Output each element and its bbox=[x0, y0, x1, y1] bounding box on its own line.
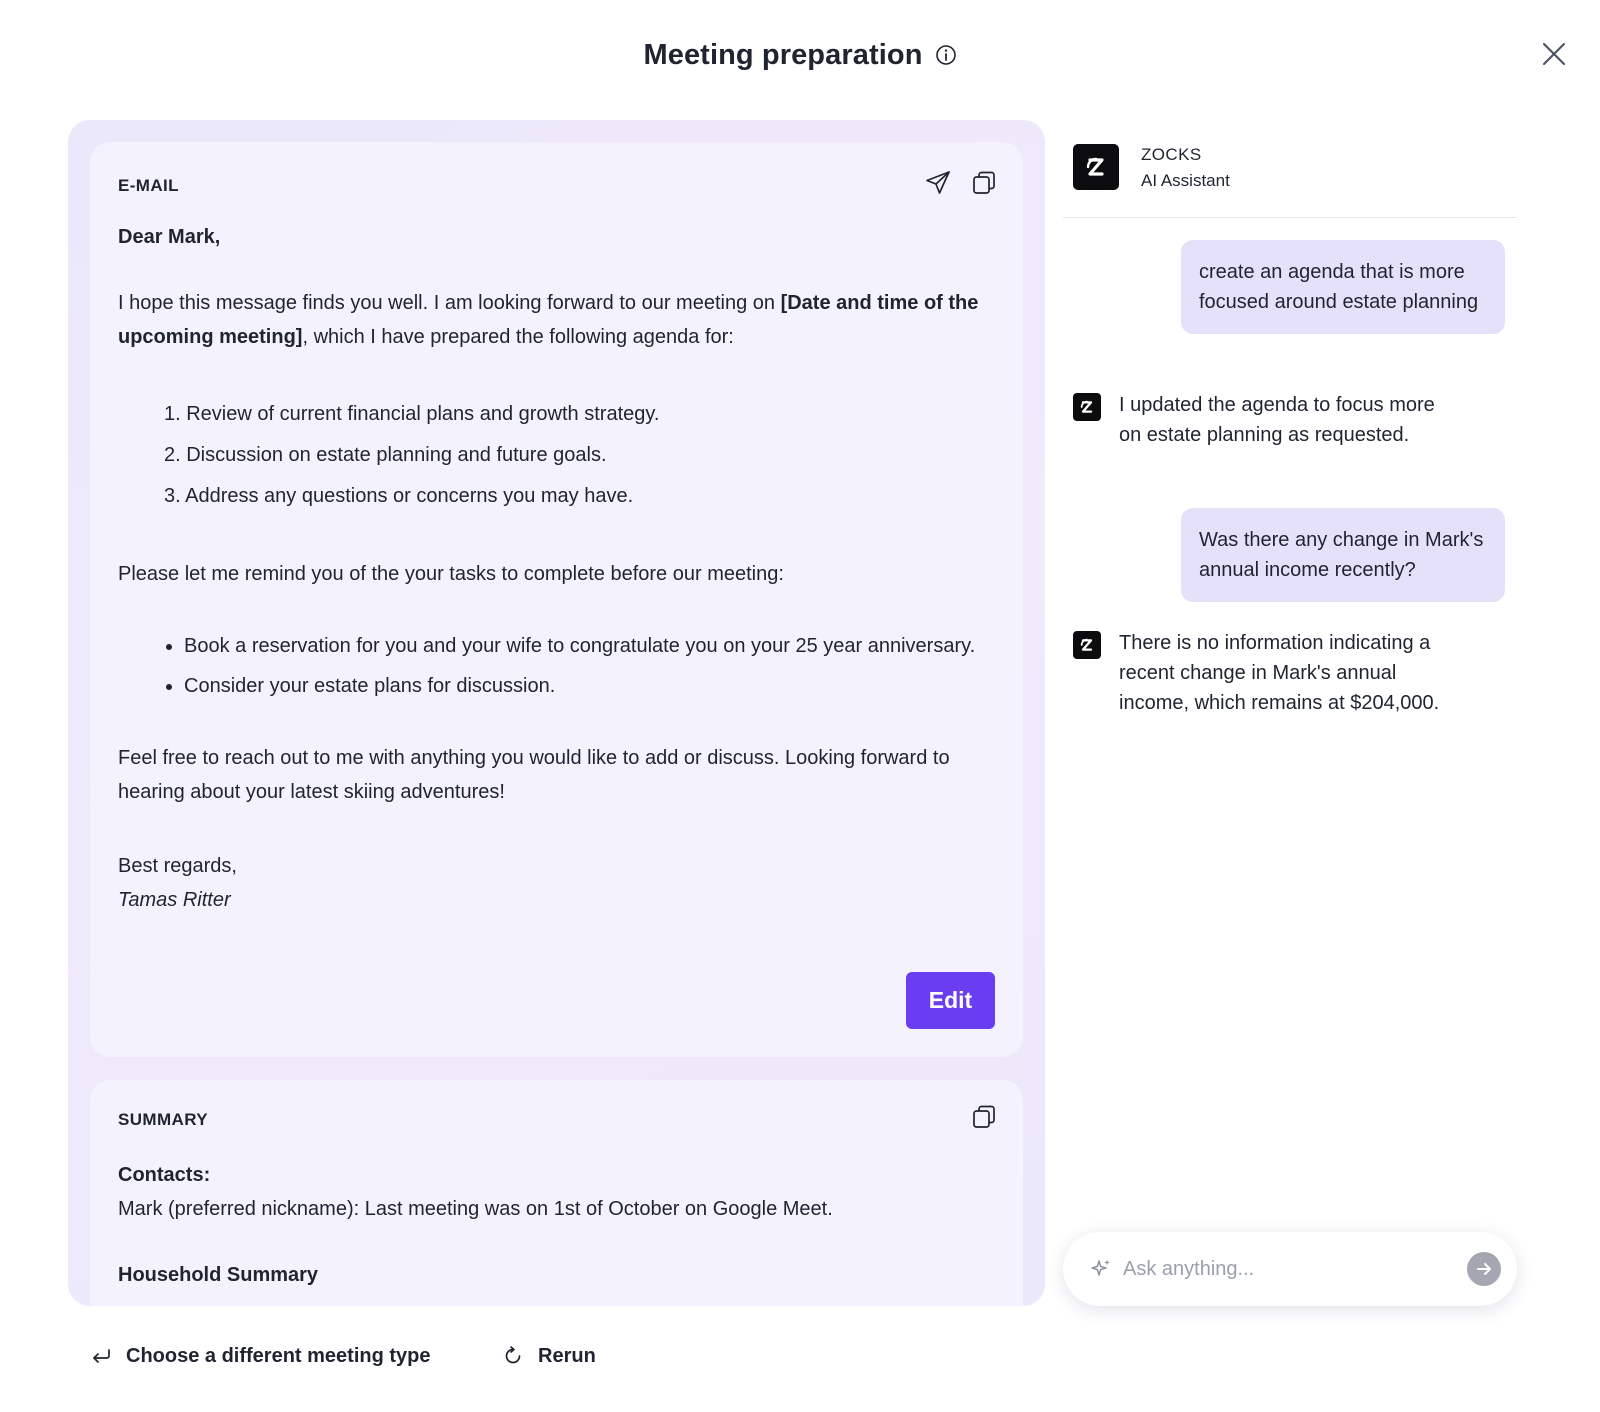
send-message-button[interactable] bbox=[1467, 1252, 1501, 1286]
assistant-role: AI Assistant bbox=[1141, 171, 1230, 190]
summary-card-actions bbox=[971, 1104, 997, 1130]
summary-body bbox=[118, 1158, 998, 1292]
ask-box bbox=[1063, 1232, 1517, 1306]
household-summary-heading: Household Summary bbox=[118, 1264, 319, 1286]
user-message: create an agenda that is more focused around estate planning bbox=[1181, 240, 1505, 334]
copy-icon bbox=[971, 1104, 997, 1130]
arrow-right-icon bbox=[1474, 1259, 1494, 1279]
contacts-text: Mark (preferred nickname): Last meeting was on 1st of October on Google Meet. bbox=[118, 1198, 833, 1220]
copy-icon bbox=[971, 170, 997, 196]
summary-card bbox=[90, 1080, 1023, 1306]
sparkle-icon bbox=[1089, 1257, 1113, 1281]
email-card-actions bbox=[925, 170, 997, 196]
choose-meeting-type-label: Choose a different meeting type bbox=[126, 1344, 431, 1367]
task-item: Consider your estate plans for discussion. bbox=[164, 671, 998, 701]
email-intro-placeholder: [Date and time of the upcoming meeting] bbox=[118, 292, 979, 348]
send-email-button[interactable] bbox=[925, 170, 951, 196]
email-intro-start: I hope this message finds you well. I am looking forward to our meeting on bbox=[118, 292, 781, 314]
zocks-logo-icon bbox=[1077, 635, 1097, 655]
info-icon[interactable] bbox=[935, 44, 957, 66]
assistant-name: ZOCKS bbox=[1141, 145, 1202, 164]
zocks-logo bbox=[1073, 144, 1119, 190]
rerun-label: Rerun bbox=[538, 1344, 596, 1367]
assistant-header bbox=[1063, 140, 1517, 218]
email-body bbox=[118, 220, 998, 917]
zocks-logo-icon bbox=[1077, 397, 1097, 417]
rerun-button[interactable] bbox=[502, 1336, 596, 1376]
email-closing: Feel free to reach out to me with anything you would like to add or discuss. Looking forward to hearing about your latest skiing adventures! bbox=[118, 747, 950, 803]
content-panel bbox=[68, 120, 1045, 1306]
tasks-list bbox=[164, 631, 998, 701]
return-arrow-icon bbox=[90, 1345, 112, 1367]
copy-summary-button[interactable] bbox=[971, 1104, 997, 1130]
email-card-label: E-MAIL bbox=[118, 176, 179, 195]
close-icon bbox=[1541, 41, 1567, 67]
choose-meeting-type-button[interactable] bbox=[90, 1336, 431, 1376]
send-icon bbox=[925, 170, 951, 196]
close-button[interactable] bbox=[1540, 40, 1568, 68]
refresh-icon bbox=[502, 1345, 524, 1367]
user-message: Was there any change in Mark's annual income recently? bbox=[1181, 508, 1505, 602]
summary-card-label: SUMMARY bbox=[118, 1110, 208, 1129]
zocks-logo-icon bbox=[1081, 152, 1111, 182]
page-title: Meeting preparation bbox=[643, 38, 923, 71]
email-card bbox=[90, 142, 1023, 1057]
dialog-header bbox=[0, 30, 1600, 80]
tasks-intro: Please let me remind you of the your tasks to complete before our meeting: bbox=[118, 563, 784, 585]
contacts-heading: Contacts: bbox=[118, 1164, 211, 1186]
copy-email-button[interactable] bbox=[971, 170, 997, 196]
agenda-item: 2. Discussion on estate planning and future goals. bbox=[164, 444, 607, 466]
ask-input[interactable] bbox=[1123, 1258, 1467, 1281]
agenda-item: 1. Review of current financial plans and growth strategy. bbox=[164, 403, 660, 425]
email-signature: Tamas Ritter bbox=[118, 889, 231, 911]
email-intro-end: , which I have prepared the following agenda for: bbox=[302, 326, 734, 348]
email-intro bbox=[118, 286, 998, 354]
ai-avatar bbox=[1073, 393, 1101, 421]
ai-message-text: There is no information indicating a recent change in Mark's annual income, which remains at $204,000. bbox=[1119, 632, 1440, 714]
ai-avatar bbox=[1073, 631, 1101, 659]
agenda-item: 3. Address any questions or concerns you may have. bbox=[164, 485, 634, 507]
edit-button[interactable]: Edit bbox=[906, 972, 995, 1029]
agenda-list bbox=[164, 394, 998, 517]
email-greeting: Dear Mark, bbox=[118, 226, 221, 248]
email-signoff: Best regards, bbox=[118, 855, 237, 877]
ai-message-text: I updated the agenda to focus more on estate planning as requested. bbox=[1119, 394, 1435, 446]
task-item: Book a reservation for you and your wife to congratulate you on your 25 year anniversary. bbox=[164, 631, 998, 661]
